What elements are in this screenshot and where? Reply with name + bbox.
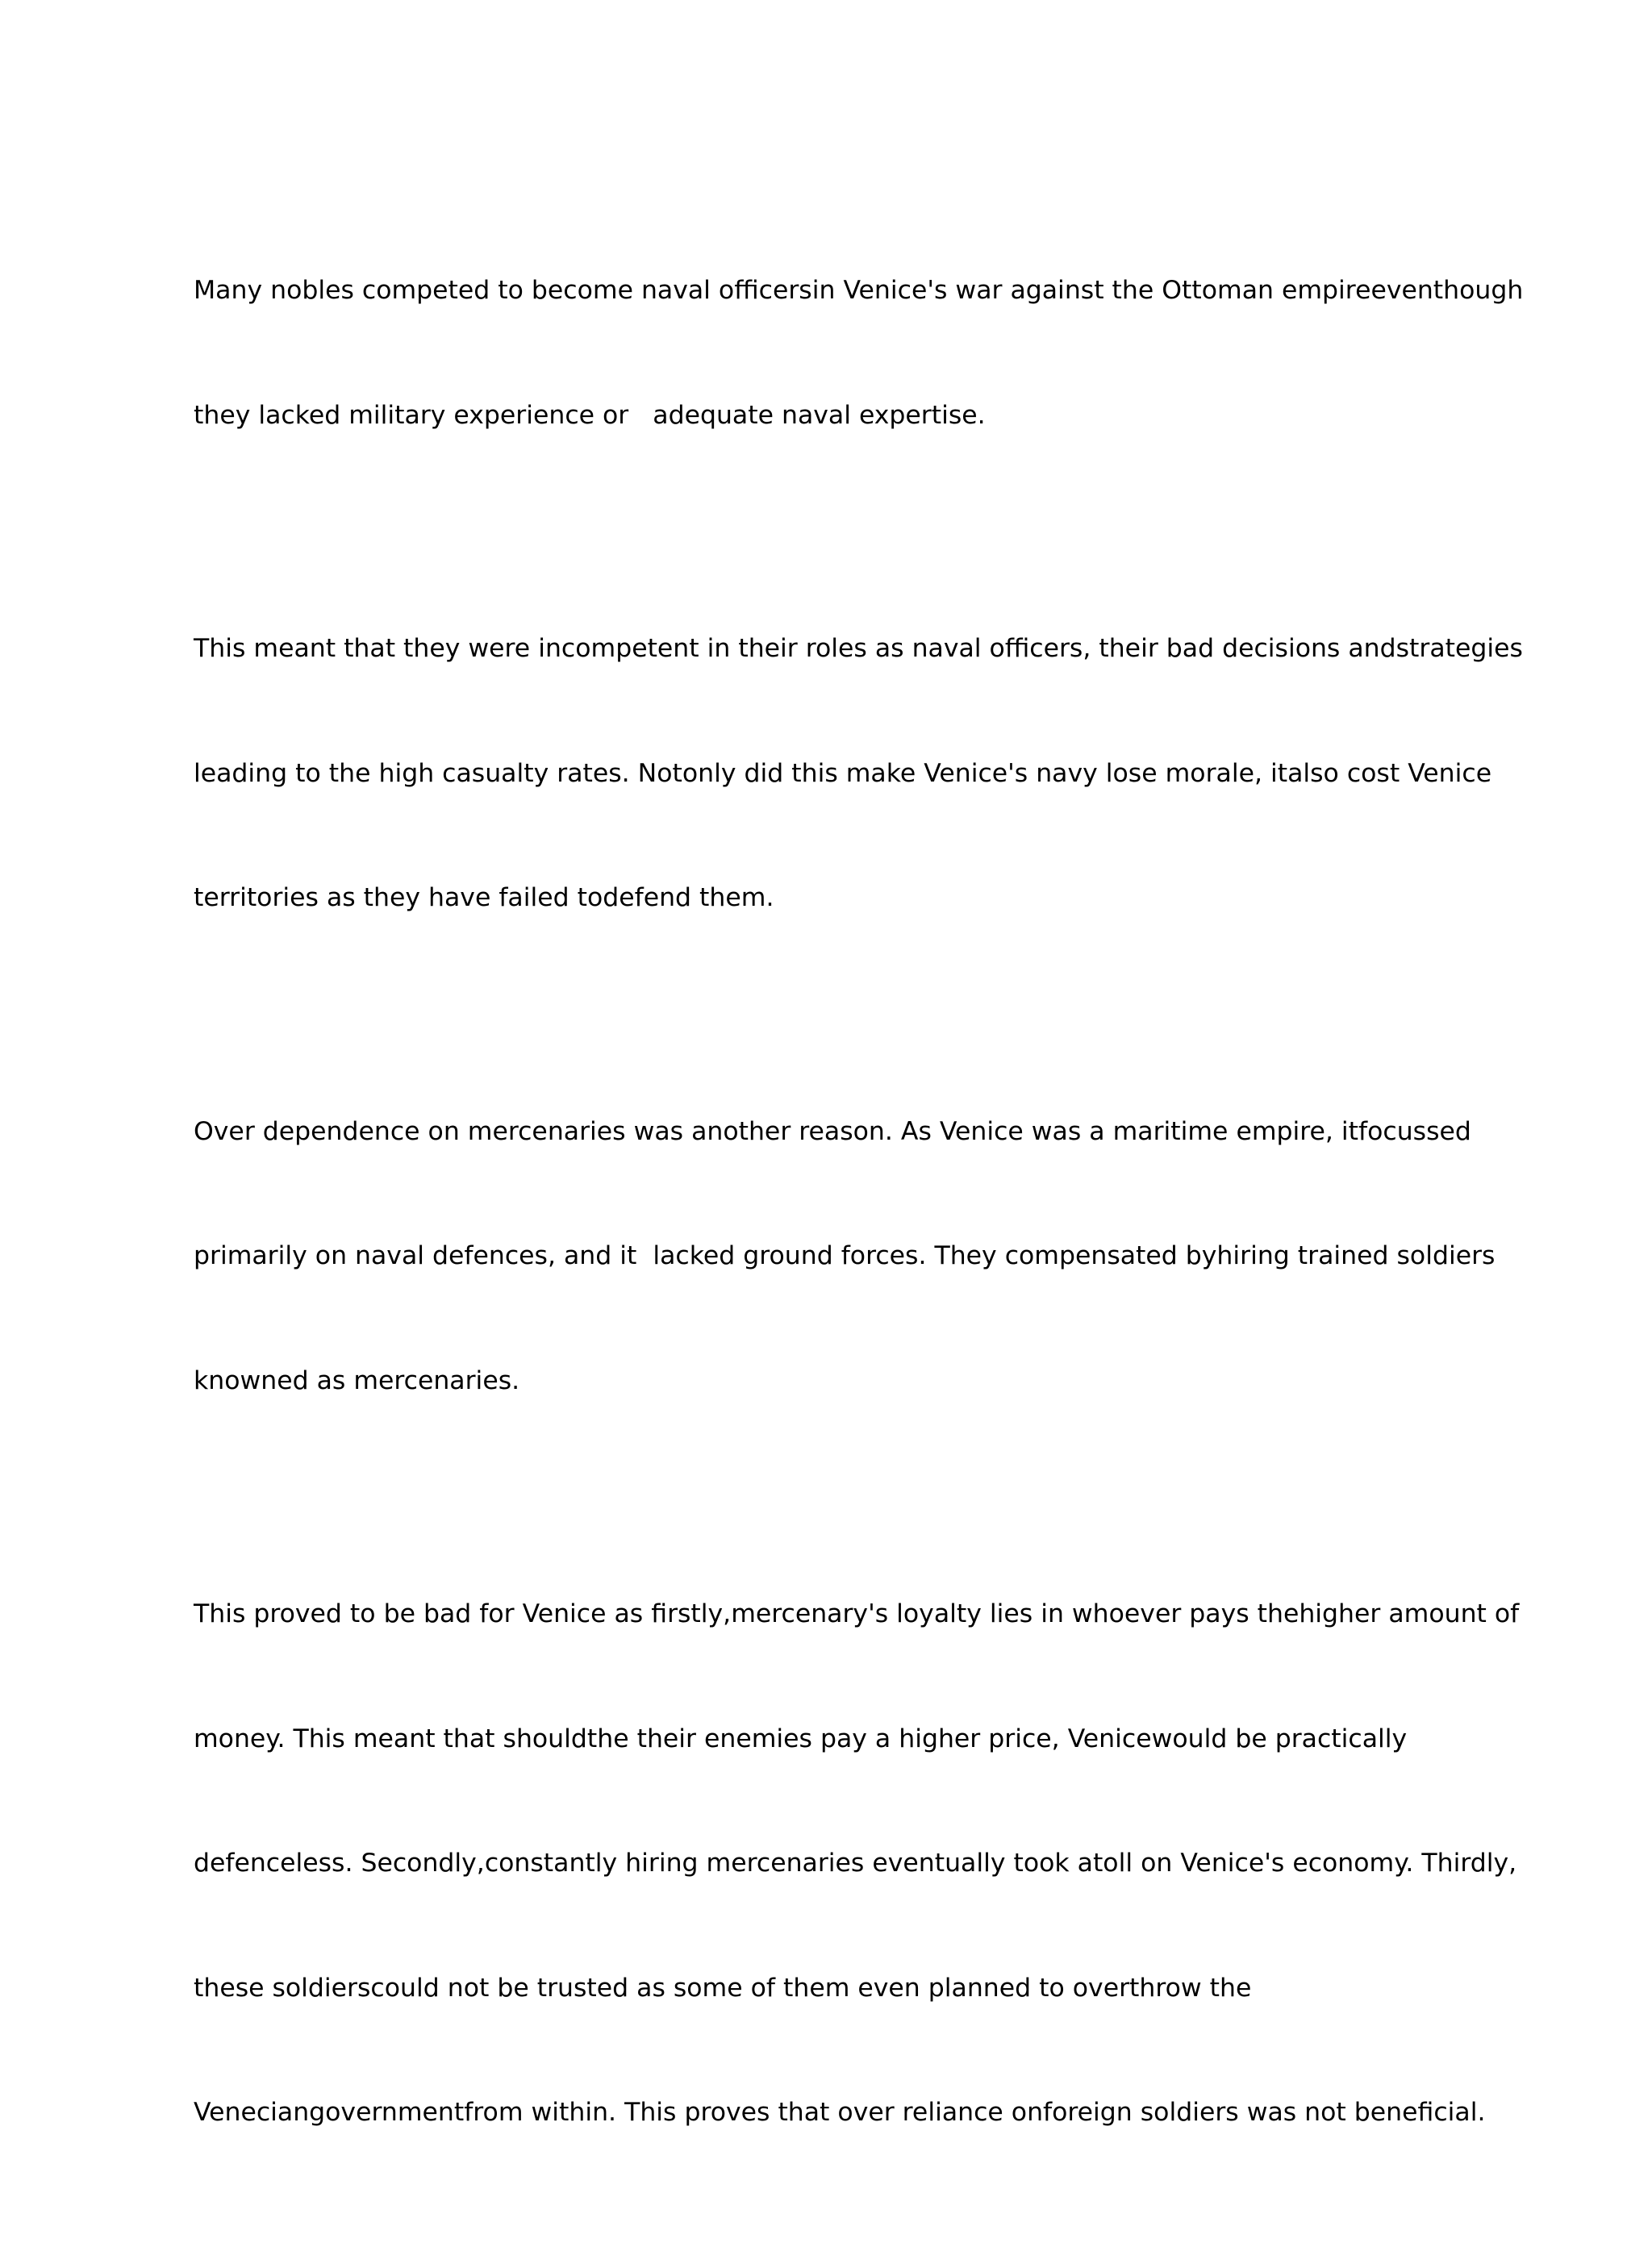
paragraph-1 <box>194 187 1524 519</box>
paragraph-line: these soldierscould not be trusted as some of them even planned to overthrow the <box>194 1973 1252 2003</box>
paragraph-4 <box>194 1511 1520 2217</box>
document-body <box>194 187 1524 2243</box>
paragraph-line: leading to the high casualty rates. Notonly did this make Venice's navy lose morale, italso cost Venice <box>194 758 1492 788</box>
paragraph-line: Veneciangovernmentfrom within. This proves that over reliance onforeign soldiers was not beneficial. <box>194 2098 1486 2127</box>
paragraph-line: primarily on naval defences, and it lacked ground forces. They compensated byhiring trained soldiers <box>194 1241 1496 1270</box>
paragraph-line: Over dependence on mercenaries was another reason. As Venice was a maritime empire, itfocussed <box>194 1116 1471 1146</box>
paragraph-line: defenceless. Secondly,constantly hiring mercenaries eventually took atoll on Venice's economy. Thirdly, <box>194 1849 1517 1878</box>
paragraph-line: money. This meant that shouldthe their enemies pay a higher price, Venicewould be practically <box>194 1724 1408 1753</box>
paragraph-2 <box>194 545 1523 1003</box>
paragraph-line: This meant that they were incompetent in their roles as naval officers, their bad decisions andstrategies <box>194 634 1523 663</box>
paragraph-line: This proved to be bad for Venice as firstly,mercenary's loyalty lies in whoever pays thehigher amount of <box>194 1599 1520 1628</box>
paragraph-line: Many nobles competed to become naval officersin Venice's war against the Ottoman empireeventhough <box>194 276 1524 305</box>
paragraph-3 <box>194 1028 1496 1486</box>
paragraph-line: they lacked military experience or adequate naval expertise. <box>194 400 986 430</box>
paragraph-line: knowned as mercenaries. <box>194 1365 520 1395</box>
paragraph-line: territories as they have failed todefend them. <box>194 883 774 912</box>
